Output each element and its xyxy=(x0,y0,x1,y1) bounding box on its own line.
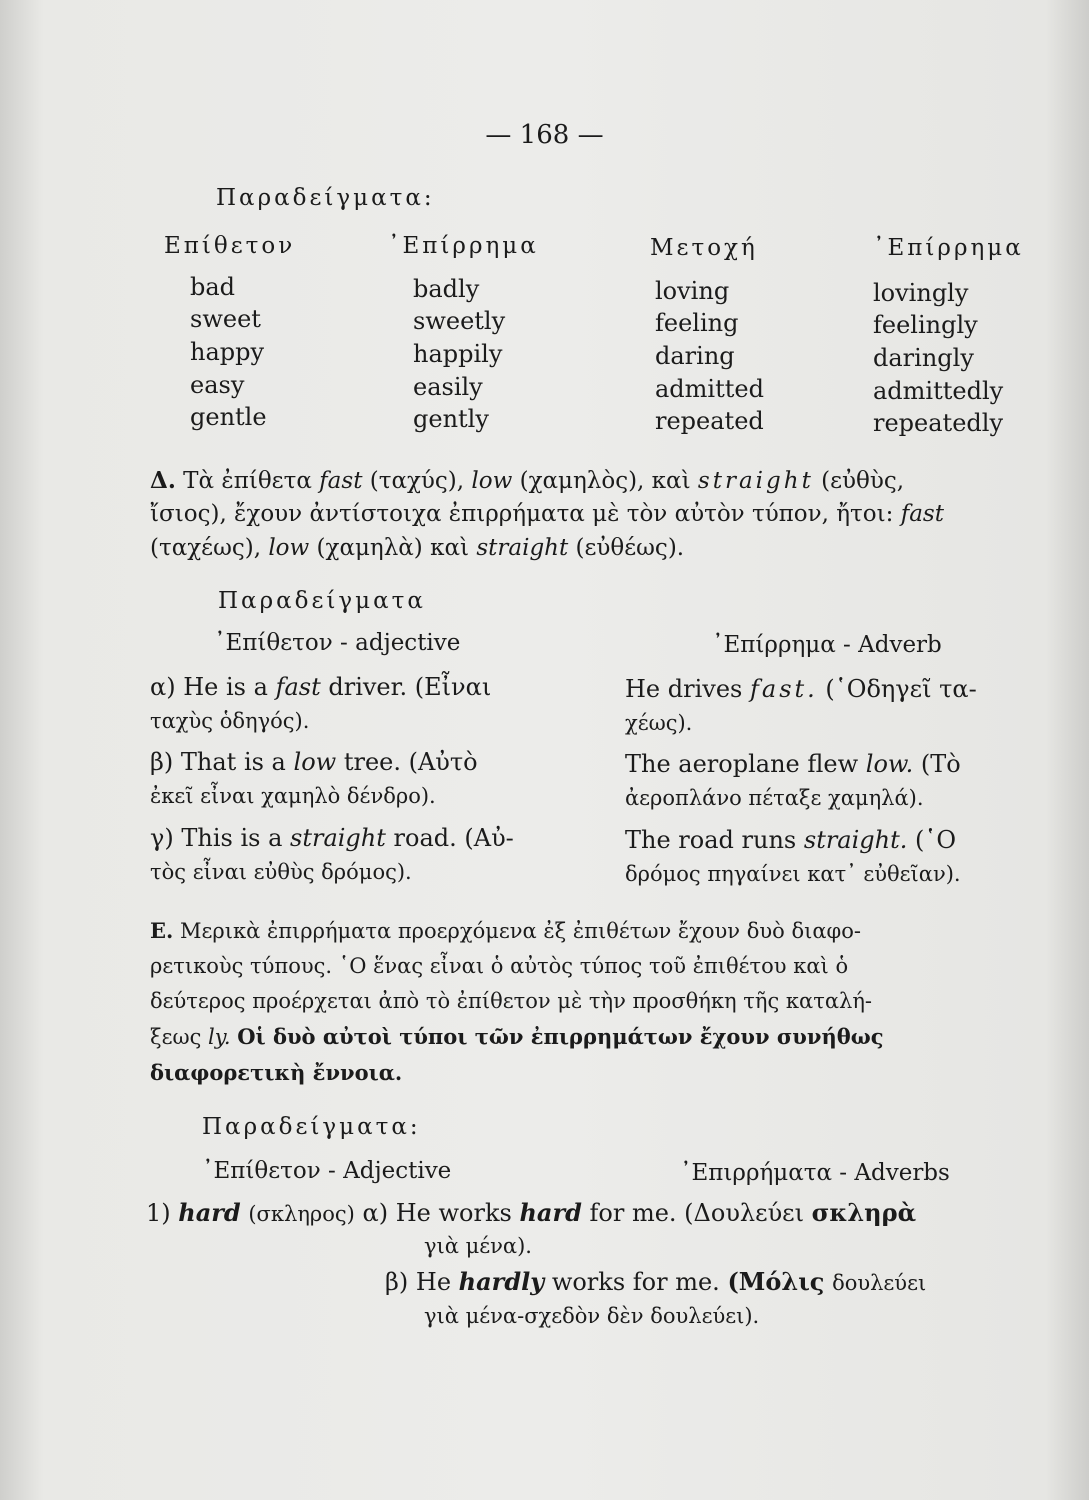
example-beta-right-greek: ἀεροπλάνο πέταξε χαμηλά). xyxy=(625,786,924,810)
text: Οἱ δυὸ αὐτοὶ τύποι τῶν ἐπιρρημάτων ἔχουν συνήθως xyxy=(237,1024,884,1049)
paragraph-epsilon-line-2: ρετικοὺς τύπους. ῾Ο ἕνας εἶναι ὁ αὐτὸς τύπος τοῦ ἐπιθέτου καὶ ὁ xyxy=(150,954,849,978)
paragraph-epsilon-line-5: διαφορετικὴ ἔννοια. xyxy=(150,1060,403,1085)
text: σκληρὰ xyxy=(811,1198,917,1227)
english-word: low xyxy=(293,748,337,776)
text: (Μόλις xyxy=(727,1267,825,1296)
text: (ταχέως), xyxy=(150,535,262,561)
paragraph-epsilon-line-3: δεύτερος προέρχεται ἀπὸ τὸ ἐπίθετον μὲ τὴν προσθήκη τῆς καταλή- xyxy=(150,989,872,1013)
adjective-header-2: ᾿Επίθετον - Adjective xyxy=(202,1158,452,1184)
column-header-participle: Μετοχή xyxy=(650,235,758,261)
paragraph-delta-line-2 xyxy=(150,501,944,527)
english-word: fast xyxy=(319,468,363,494)
word-list-item: admitted xyxy=(655,375,764,403)
english-word: fast xyxy=(900,501,944,527)
text: This is a xyxy=(181,824,283,852)
example-gamma-greek: τὸς εἶναι εὐθὺς δρόμος). xyxy=(150,860,412,884)
example-label: α) xyxy=(150,673,176,701)
example-label: β) xyxy=(385,1268,409,1296)
text: (῾Οδηγεῖ τα- xyxy=(825,675,977,703)
example-hard-b xyxy=(385,1267,926,1296)
english-word: straight xyxy=(290,824,386,852)
column-header-adverb-2: ᾿Επίρρημα xyxy=(873,235,1024,261)
english-word: low xyxy=(471,468,513,494)
example-beta-left xyxy=(150,748,478,776)
word-list-item: feeling xyxy=(655,309,739,337)
english-word: low. xyxy=(865,750,914,778)
page-number: — 168 — xyxy=(485,120,604,150)
adverbs-header: ᾿Επιρρήματα - Adverbs xyxy=(680,1160,950,1186)
text: tree. (Αὐτὸ xyxy=(343,748,478,776)
example-label: β) xyxy=(150,748,174,776)
example-alpha-right-greek: χέως). xyxy=(625,711,693,735)
word-list-item: easily xyxy=(413,373,483,401)
text: road. (Αὐ- xyxy=(393,824,514,852)
word-list-item: bad xyxy=(190,273,236,301)
english-word: hard xyxy=(519,1198,582,1227)
text: for me. (Δουλεύει xyxy=(589,1199,804,1227)
english-word: low xyxy=(268,535,310,561)
word-list-item: feelingly xyxy=(873,311,978,339)
section-label: Δ. xyxy=(150,467,176,494)
word-list-item: badly xyxy=(413,275,480,303)
word-list-item: admittedly xyxy=(873,377,1004,405)
text: works for me. xyxy=(551,1268,720,1296)
word-list-item: happy xyxy=(190,338,265,366)
paragraph-delta-line-1 xyxy=(150,467,904,494)
text: (῾Ο xyxy=(915,826,957,854)
text: The aeroplane flew xyxy=(625,750,859,778)
english-word: hardly xyxy=(458,1267,545,1296)
example-label: α) xyxy=(362,1199,389,1227)
example-alpha-greek: ταχὺς ὁδηγός). xyxy=(150,709,310,733)
word-list-item: daring xyxy=(655,342,735,370)
english-word: straight xyxy=(697,468,814,494)
example-alpha-right xyxy=(625,675,977,703)
text: (σκληρος) xyxy=(248,1202,355,1226)
word-list-item: loving xyxy=(655,277,730,305)
text: (εὐθέως). xyxy=(575,535,685,561)
text: Τὰ ἐπίθετα xyxy=(183,468,312,494)
word-list-item: repeated xyxy=(655,407,764,435)
english-word: fast. xyxy=(750,675,818,703)
text: The road runs xyxy=(625,826,797,854)
paragraph-delta-line-3 xyxy=(150,535,684,561)
example-number: 1) xyxy=(146,1199,171,1227)
examples-heading-3: Παραδείγματα: xyxy=(202,1114,421,1140)
text: ξεως xyxy=(150,1025,202,1049)
text: That is a xyxy=(180,748,286,776)
english-suffix: ly. xyxy=(208,1025,231,1049)
word-list-item: gentle xyxy=(190,403,267,431)
example-gamma-left xyxy=(150,824,514,852)
word-list-item: happily xyxy=(413,340,503,368)
word-list-item: easy xyxy=(190,371,245,399)
text: He works xyxy=(395,1199,512,1227)
text: (εὐθὺς, xyxy=(821,468,905,494)
paragraph-epsilon-line-4 xyxy=(150,1024,884,1049)
example-hard-a xyxy=(146,1198,916,1227)
column-header-adverb: ᾿Επίρρημα xyxy=(388,233,539,259)
example-label: γ) xyxy=(150,824,174,852)
word-list-item: lovingly xyxy=(873,279,969,307)
examples-heading-1: Παραδείγματα: xyxy=(216,185,435,211)
example-gamma-right-greek: δρόμος πηγαίνει κατ᾿ εὐθεῖαν). xyxy=(625,862,961,886)
example-beta-greek: ἐκεῖ εἶναι χαμηλὸ δένδρο). xyxy=(150,784,436,808)
word-list-item: repeatedly xyxy=(873,409,1003,437)
english-word: straight xyxy=(476,535,569,561)
adverb-header: ᾿Επίρρημα - Adverb xyxy=(712,632,942,658)
example-hard-a-greek: γιὰ μένα). xyxy=(424,1234,532,1258)
text: (ταχύς), xyxy=(369,468,465,494)
section-label: Ε. xyxy=(150,918,174,943)
text: (χαμηλὸς), καὶ xyxy=(519,468,691,494)
english-word: straight. xyxy=(803,826,908,854)
text: driver. (Εἶναι xyxy=(328,673,492,701)
column-header-adjective: Επίθετον xyxy=(164,233,296,259)
text: Μερικὰ ἐπιρρήματα προερχόμενα ἐξ ἐπιθέτων ἔχουν δυὸ διαφο- xyxy=(180,919,861,943)
text: He drives xyxy=(625,675,743,703)
text: (Τὸ xyxy=(920,750,961,778)
examples-heading-2: Παραδείγματα xyxy=(218,588,426,614)
text: (χαμηλὰ) καὶ xyxy=(316,535,470,561)
text: δουλεύει xyxy=(832,1271,927,1295)
text: He is a xyxy=(183,673,268,701)
word-list-item: gently xyxy=(413,405,489,433)
adjective-header: ᾿Επίθετον - adjective xyxy=(214,630,461,656)
word-list-item: sweet xyxy=(190,305,261,333)
example-gamma-right xyxy=(625,826,956,854)
word-list-item: daringly xyxy=(873,344,974,372)
paragraph-epsilon-line-1 xyxy=(150,918,861,943)
text: He xyxy=(415,1268,452,1296)
example-alpha-left xyxy=(150,673,491,701)
example-beta-right xyxy=(625,750,961,778)
english-word: fast xyxy=(275,673,321,701)
english-word: hard xyxy=(178,1198,241,1227)
word-list-item: sweetly xyxy=(413,307,506,335)
text: ἴσιος), ἔχουν ἀντίστοιχα ἐπιρρήματα μὲ τὸν αὐτὸν τύπον, ἤτοι: xyxy=(150,501,894,527)
example-hard-b-greek: γιὰ μένα-σχεδὸν δὲν δουλεύει). xyxy=(424,1304,760,1328)
